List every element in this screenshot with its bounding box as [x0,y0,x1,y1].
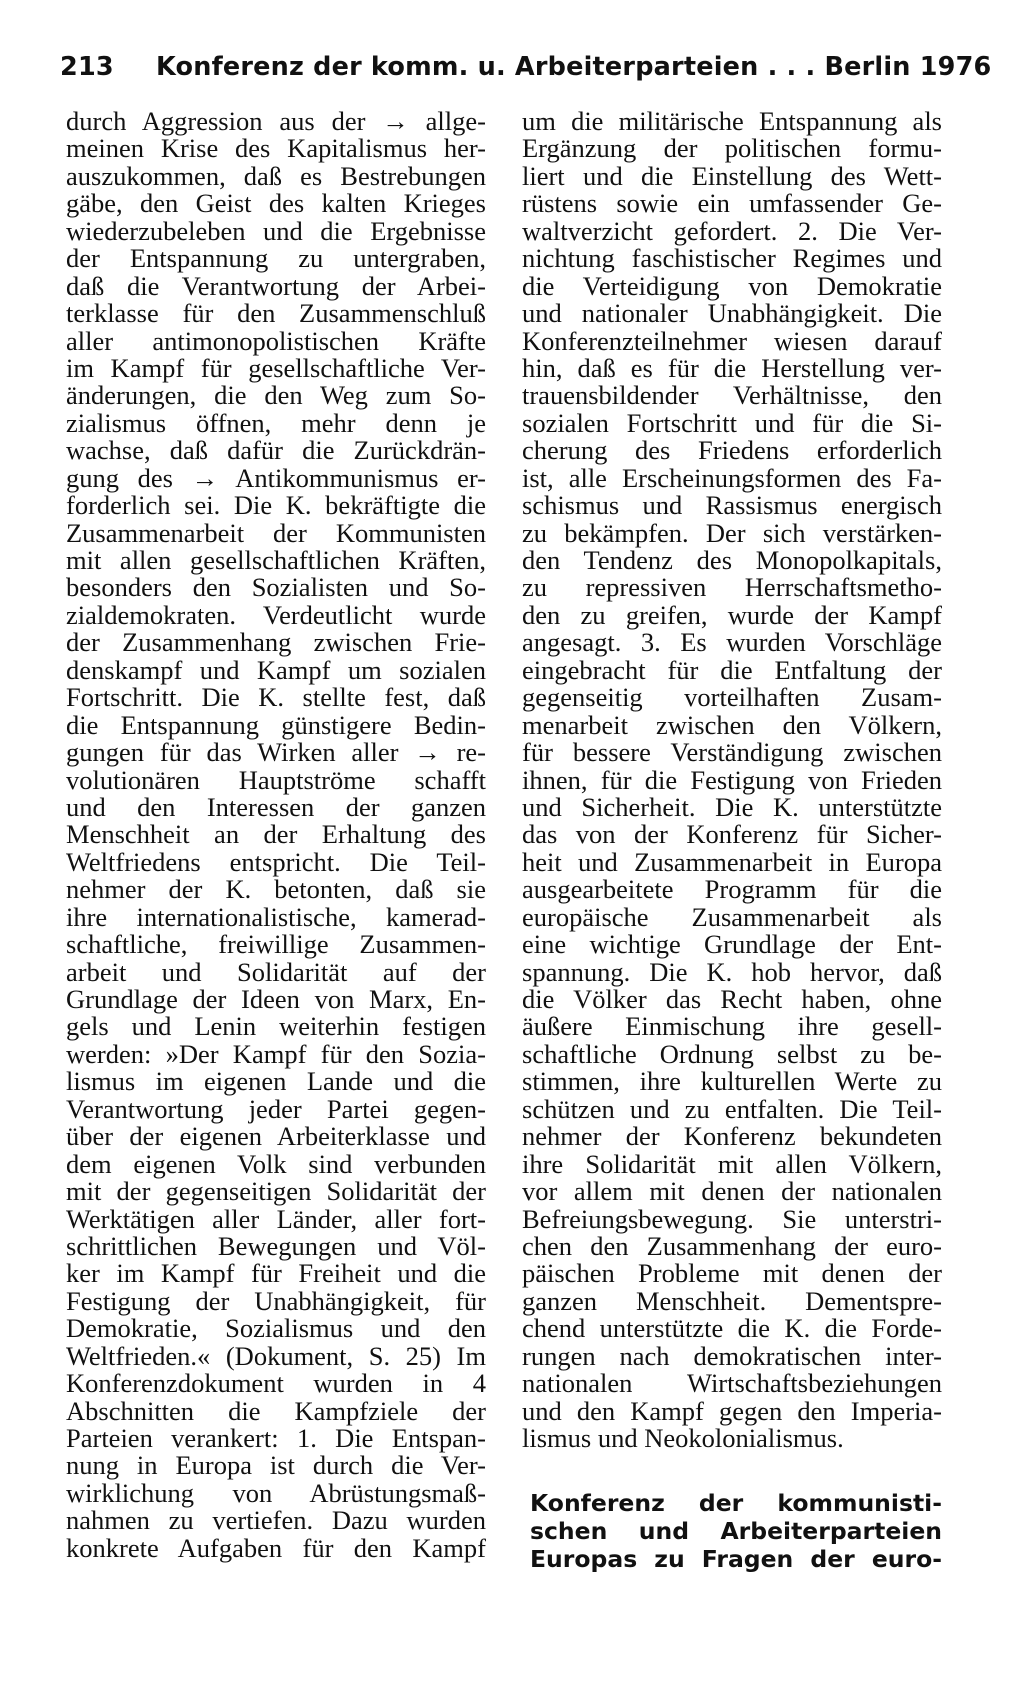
text-line: cherung des Friedens erforderlich [522,435,942,466]
text-line: hin, daß es für die Herstellung ver- [522,352,942,383]
left-column [66,108,486,1562]
text-line: angesagt. 3. Es wurden Vorschläge [522,627,942,658]
text-line: ganzen Menschheit. Dementspre- [522,1285,942,1316]
text-line: Konferenzteilnehmer wiesen darauf [522,325,942,356]
text-line: Befreiungsbewegung. Sie unterstri- [522,1203,942,1234]
entry-subheading [530,1489,942,1573]
text-line: lismus im eigenen Lande und die [66,1066,486,1097]
text-line: auszukommen, daß es Bestrebungen [66,160,486,191]
text-line: Menschheit an der Erhaltung des [66,819,486,850]
text-line: gungen für das Wirken aller → re- [66,737,486,768]
text-line: mit der gegenseitigen Solidarität der [66,1176,486,1207]
text-line: mit allen gesellschaftlichen Kräften, [66,545,486,575]
text-line: gung des → Antikommunismus er- [66,462,486,493]
text-line: trauensbildender Verhältnisse, den [522,380,942,411]
running-header [60,52,992,92]
text-line: nung in Europa ist durch die Ver- [66,1450,486,1481]
text-line: daß die Verantwortung der Arbei- [66,270,486,301]
text-line: forderlich sei. Die K. bekräftigte die [66,490,486,521]
page-number: 213 [60,52,114,82]
text-line: Zusammenarbeit der Kommunisten [66,517,486,548]
text-line: zialismus öffnen, mehr denn je [66,407,486,438]
text-line: chend unterstützte die K. die Forde- [522,1313,942,1344]
text-line: schützen und zu entfalten. Die Teil- [522,1093,942,1124]
text-line: Parteien verankert: 1. Die Entspan- [66,1423,486,1453]
text-line: chen den Zusammenhang der euro- [522,1230,942,1261]
text-line: rungen nach demokratischen inter- [522,1340,942,1371]
text-line: ihre internationalistische, kamerad- [66,901,486,932]
text-line: gegenseitig vorteilhaften Zusam- [522,682,942,713]
text-line: zu repressiven Herrschaftsmetho- [522,572,942,603]
text-line: arbeit und Solidarität auf der [66,956,486,987]
text-line: um die militärische Entspannung als [522,106,942,136]
text-line: nahmen zu vertiefen. Dazu wurden [66,1505,486,1536]
text-line: durch Aggression aus der → allge- [66,106,486,136]
text-line: heit und Zusammenarbeit in Europa [522,846,942,877]
text-line: stimmen, ihre kulturellen Werte zu [522,1066,942,1097]
text-line: für bessere Verständigung zwischen [522,737,942,768]
text-line: die Entspannung günstigere Bedin- [66,709,486,740]
text-line: ihre Solidarität mit allen Völkern, [522,1148,942,1179]
text-line: Werktätigen aller Länder, aller fort- [66,1203,486,1234]
text-line: Demokratie, Sozialismus und den [66,1313,486,1344]
text-line: und den Kampf gegen den Imperia- [522,1395,942,1426]
text-line: Verantwortung jeder Partei gegen- [66,1093,486,1124]
text-line: und den Interessen der ganzen [66,791,486,822]
text-line: ist, alle Erscheinungsformen des Fa- [522,462,942,493]
text-line: vor allem mit denen der nationalen [522,1176,942,1207]
text-line: nationalen Wirtschaftsbeziehungen [522,1368,942,1399]
text-line: werden: »Der Kampf für den Sozia- [66,1038,486,1069]
text-line: Fortschritt. Die K. stellte fest, daß [66,682,486,713]
text-line: gäbe, den Geist des kalten Krieges [66,188,486,219]
text-line: eingebracht für die Entfaltung der [522,654,942,685]
running-title: Konferenz der komm. u. Arbeiterparteien . . . Berlin 1976 [156,52,992,82]
text-line: die Verteidigung von Demokratie [522,270,942,301]
text-line: den Tendenz des Monopolkapitals, [522,545,942,575]
text-line: Konferenz der kommunisti- [530,1489,942,1517]
text-line: Abschnitten die Kampfziele der [66,1395,486,1426]
text-line: äußere Einmischung ihre gesell- [522,1011,942,1042]
text-line: besonders den Sozialisten und So- [66,572,486,603]
text-line: aller antimonopolistischen Kräfte [66,325,486,356]
text-line: eine wichtige Grundlage der Ent- [522,929,942,960]
text-line: das von der Konferenz für Sicher- [522,819,942,850]
text-line: wirklichung von Abrüstungsmaß- [66,1477,486,1508]
text-line: menarbeit zwischen den Völkern, [522,709,942,740]
text-line: rüstens sowie ein umfassender Ge- [522,188,942,219]
text-line: ihnen, für die Festigung von Frieden [522,764,942,795]
text-line: volutionären Hauptströme schafft [66,764,486,795]
text-line: Europas zu Fragen der euro- [530,1545,942,1573]
text-line: schen und Arbeiterparteien [530,1517,942,1545]
text-line: liert und die Einstellung des Wett- [522,160,942,191]
text-line: nehmer der Konferenz bekundeten [522,1121,942,1152]
text-line: wiederzubeleben und die Ergebnisse [66,215,486,246]
text-line: meinen Krise des Kapitalismus her- [66,133,486,164]
text-line: Grundlage der Ideen von Marx, En- [66,984,486,1014]
text-line: europäische Zusammenarbeit als [522,901,942,932]
text-line: sozialen Fortschritt und für die Si- [522,407,942,438]
text-line: Ergänzung der politischen formu- [522,133,942,164]
text-line: zialdemokraten. Verdeutlicht wurde [66,599,486,630]
text-line: gels und Lenin weiterhin festigen [66,1011,486,1042]
text-line: der Zusammenhang zwischen Frie- [66,627,486,658]
text-line: päischen Probleme mit denen der [522,1258,942,1289]
text-line: änderungen, die den Weg zum So- [66,380,486,411]
text-line: spannung. Die K. hob hervor, daß [522,956,942,987]
text-line: nehmer der K. betonten, daß sie [66,874,486,905]
text-line: die Völker das Recht haben, ohne [522,984,942,1014]
text-line: im Kampf für gesellschaftliche Ver- [66,352,486,383]
text-line: schismus und Rassismus energisch [522,490,942,521]
text-line: und nationaler Unabhängigkeit. Die [522,298,942,329]
text-line: Weltfriedens entspricht. Die Teil- [66,846,486,877]
text-line: lismus und Neokolonialismus. [522,1423,844,1453]
text-line: wachse, daß dafür die Zurückdrän- [66,435,486,466]
text-line: denskampf und Kampf um sozialen [66,654,486,685]
text-line: dem eigenen Volk sind verbunden [66,1148,486,1179]
text-line: Festigung der Unabhängigkeit, für [66,1285,486,1316]
text-line: schaftliche Ordnung selbst zu be- [522,1038,942,1069]
text-line: ker im Kampf für Freiheit und die [66,1258,486,1289]
text-line: terklasse für den Zusammenschluß [66,298,486,329]
text-line: zu bekämpfen. Der sich verstärken- [522,517,942,548]
text-line: schrittlichen Bewegungen und Völ- [66,1230,486,1261]
text-line: ausgearbeitete Programm für die [522,874,942,905]
text-line: waltverzicht gefordert. 2. Die Ver- [522,215,942,246]
right-column [522,108,942,1452]
text-line: Weltfrieden.« (Dokument, S. 25) Im [66,1340,486,1371]
text-line: über der eigenen Arbeiterklasse und [66,1121,486,1152]
text-line: den zu greifen, wurde der Kampf [522,599,942,630]
text-line: konkrete Aufgaben für den Kampf [66,1532,486,1563]
text-line: nichtung faschistischer Regimes und [522,243,942,274]
text-line: Konferenzdokument wurden in 4 [66,1368,486,1399]
text-line: und Sicherheit. Die K. unterstützte [522,791,942,822]
text-line: schaftliche, freiwillige Zusammen- [66,929,486,960]
text-line: der Entspannung zu untergraben, [66,243,486,274]
